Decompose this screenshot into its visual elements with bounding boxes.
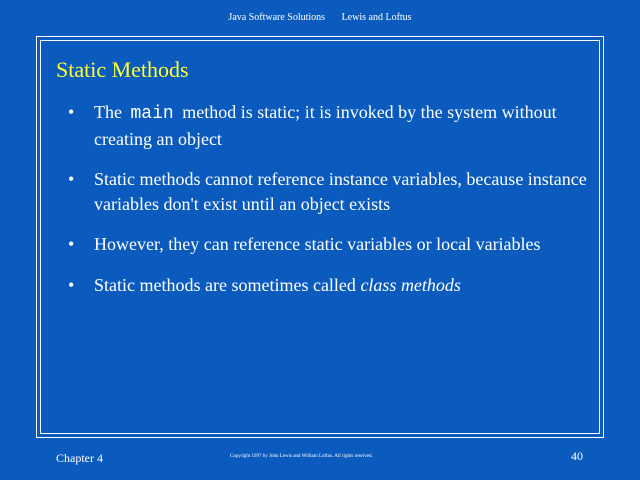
bullet-item (68, 100, 598, 151)
bullet-dot-icon: • (68, 102, 75, 122)
bullet-text: Static methods cannot reference instance variables, because instance variables don't exist until an object exists (94, 169, 587, 214)
bullet-dot-icon: • (68, 169, 75, 189)
chapter-label: Chapter 4 (56, 451, 103, 465)
copyright-notice: Copyright 1997 by John Lewis and William Loftus. All rights reserved. (230, 454, 373, 459)
slide-title: Static Methods (56, 57, 189, 82)
bullet-dot-icon: • (68, 234, 75, 254)
bullet-item (68, 167, 598, 216)
bullet-dot-icon: • (68, 274, 75, 295)
bullet-item (68, 273, 598, 298)
bullet-text-after-code: method is static; it is invoked by the system without creating an object (94, 102, 557, 149)
bullet-emphasis: class methods (360, 274, 461, 295)
slide-header (0, 12, 640, 23)
book-authors: Lewis and Loftus (341, 12, 412, 23)
bullet-text-before-code: The (94, 102, 122, 122)
bullet-item (68, 232, 598, 257)
bullet-code: main (130, 104, 174, 124)
bullet-text: However, they can reference static variables or local variables (94, 234, 541, 254)
book-title: Java Software Solutions (228, 12, 326, 23)
page-number: 40 (571, 449, 583, 463)
bullet-text-before-emphasis: Static methods are sometimes called (94, 274, 356, 295)
bullet-list (68, 100, 598, 297)
